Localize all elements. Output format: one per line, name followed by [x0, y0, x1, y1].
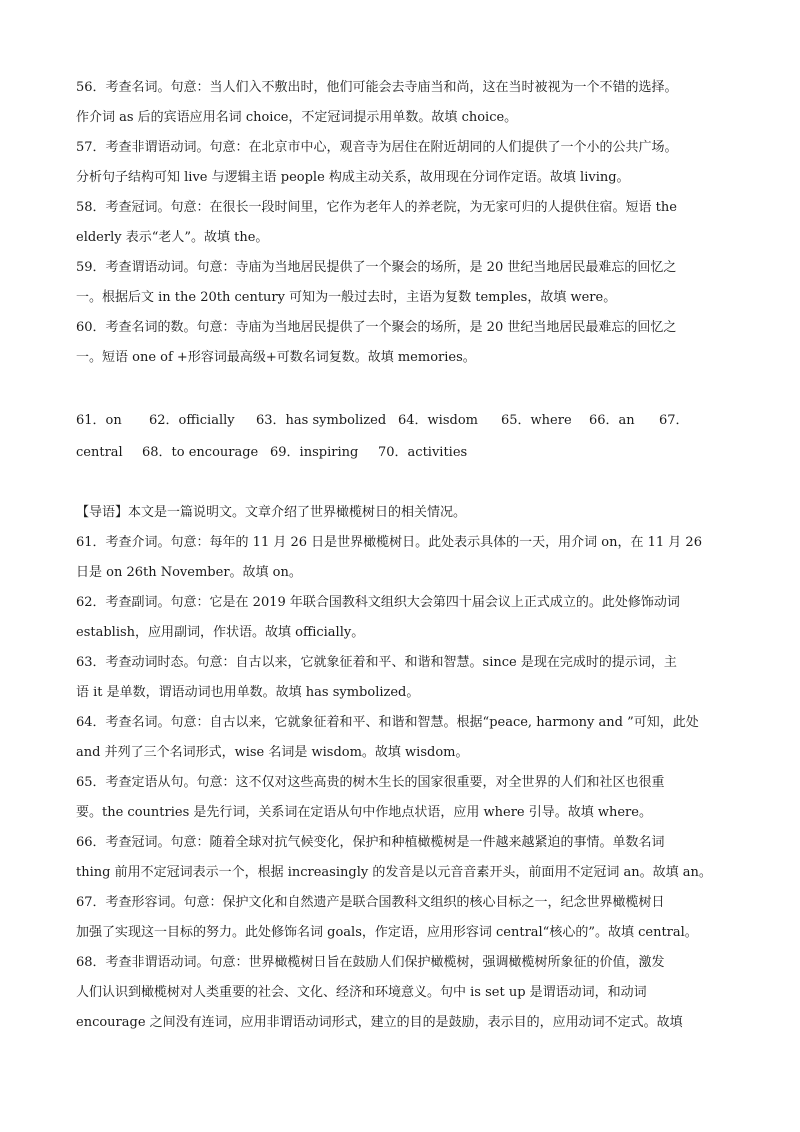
explanation-line: 加强了实现这一目标的努力。此处修饰名词 goals，作定语，应用形容词 central“核心的”。故填 central。	[76, 925, 698, 940]
explanation-line: 人们认识到橄榄树对人类重要的社会、文化、经济和环境意义。句中 is set up 是谓语动词，和动词	[76, 985, 647, 1000]
answer-68: 68．to encourage	[142, 445, 259, 460]
explanation-line: 一。短语 one of +形容词最高级+可数名词复数。故填 memories。	[76, 350, 476, 365]
answer-65: 65．where	[501, 413, 572, 428]
explanation-line: 65．考查定语从句。句意：这不仅对这些高贵的树木生长的国家很重要，对全世界的人们和社区也很重	[76, 775, 665, 790]
answer-70: 70．activities	[378, 445, 468, 460]
explanation-line: 一。根据后文 in the 20th century 可知为一般过去时，主语为复数 temples，故填 were。	[76, 290, 617, 305]
explanation-line: 要。the countries 是先行词，关系词在定语从句中作地点状语，应用 where 引导。故填 where。	[76, 805, 652, 820]
answer-67: central	[76, 445, 123, 460]
explanation-item	[76, 828, 728, 888]
explanation-line: 56．考查名词。句意：当人们入不敷出时，他们可能会去寺庙当和尚，这在当时被视为一个不错的选择。	[76, 80, 678, 95]
answer-62: 62．officially	[149, 413, 235, 428]
explanation-line: and 并列了三个名词形式，wise 名词是 wisdom。故填 wisdom。	[76, 745, 469, 760]
answer-64: 64．wisdom	[398, 413, 478, 428]
explanation-line: thing 前用不定冠词表示一个，根据 increasingly 的发音是以元音音素开头，前面用不定冠词 an。故填 an。	[76, 865, 712, 880]
explanation-line: 63．考查动词时态。句意：自古以来，它就象征着和平、和谐和智慧。since 是现在完成时的提示词，主	[76, 655, 677, 670]
explanation-item	[76, 888, 728, 948]
explanation-line: establish，应用副词，作状语。故填 officially。	[76, 625, 365, 640]
passage-intro	[76, 498, 728, 528]
explanation-line: 59．考查谓语动词。句意：寺庙为当地居民提供了一个聚会的场所，是 20 世纪当地居民最难忘的回忆之	[76, 260, 677, 275]
explanation-line: 57．考查非谓语动词。句意：在北京市中心，观音寺为居住在附近胡同的人们提供了一个小的公共广场。	[76, 140, 678, 155]
explanation-item	[76, 708, 728, 768]
explanation-line: 日是 on 26th November。故填 on。	[76, 565, 302, 580]
explanation-line: 58．考查冠词。句意：在很长一段时间里，它作为老年人的养老院，为无家可归的人提供住宿。短语 the	[76, 200, 677, 215]
answer-66: 66．an	[589, 413, 635, 428]
explanation-item	[76, 648, 728, 708]
explanation-line: 语 it 是单数，谓语动词也用单数。故填 has symbolized。	[76, 685, 420, 700]
explanation-line: 66．考查冠词。句意：随着全球对抗气候变化，保护和种植橄榄树是一件越来越紧迫的事情。单数名词	[76, 835, 665, 850]
explanation-item	[76, 588, 728, 648]
answer-67-number: 67．	[659, 413, 689, 428]
explanation-line: 64．考查名词。句意：自古以来，它就象征着和平、和谐和智慧。根据“peace, harmony and ”可知，此处	[76, 715, 699, 730]
explanation-item	[76, 133, 728, 193]
explanation-item	[76, 73, 728, 133]
answer-63: 63．has symbolized	[256, 413, 387, 428]
explanation-line: 分析句子结构可知 live 与逻辑主语 people 构成主动关系，故用现在分词作定语。故填 living。	[76, 170, 630, 185]
answer-69: 69．inspiring	[270, 445, 359, 460]
explanation-line: 67．考查形容词。句意：保护文化和自然遗产是联合国教科文组织的核心目标之一，纪念世界橄榄树日	[76, 895, 665, 910]
explanation-item	[76, 768, 728, 828]
answer-row-2	[76, 443, 728, 463]
explanation-line: 60．考查名词的数。句意：寺庙为当地居民提供了一个聚会的场所，是 20 世纪当地居民最难忘的回忆之	[76, 320, 677, 335]
explanation-item	[76, 528, 728, 588]
explanation-line: 61．考查介词。句意：每年的 11 月 26 日是世界橄榄树日。此处表示具体的一天，用介词 on，在 11 月 26	[76, 535, 702, 550]
explanation-item	[76, 948, 728, 1038]
explanation-item	[76, 253, 728, 313]
explanation-line: 作介词 as 后的宾语应用名词 choice，不定冠词提示用单数。故填 choice。	[76, 110, 518, 125]
explanation-line: 62．考查副词。句意：它是在 2019 年联合国教科文组织大会第四十届会议上正式成立的。此处修饰动词	[76, 595, 680, 610]
explanation-line: 68．考查非谓语动词。句意：世界橄榄树日旨在鼓励人们保护橄榄树，强调橄榄树所象征的价值，激发	[76, 955, 665, 970]
intro-text: 【导语】本文是一篇说明文。文章介绍了世界橄榄树日的相关情况。	[76, 505, 467, 520]
explanation-line: elderly 表示“老人”。故填 the。	[76, 230, 269, 245]
explanation-item	[76, 193, 728, 253]
explanation-line: encourage 之间没有连词，应用非谓语动词形式，建立的目的是鼓励，表示目的，应用动词不定式。故填	[76, 1015, 683, 1030]
answer-row-1	[76, 411, 728, 431]
explanation-item	[76, 313, 728, 373]
answer-61: 61．on	[76, 413, 122, 428]
